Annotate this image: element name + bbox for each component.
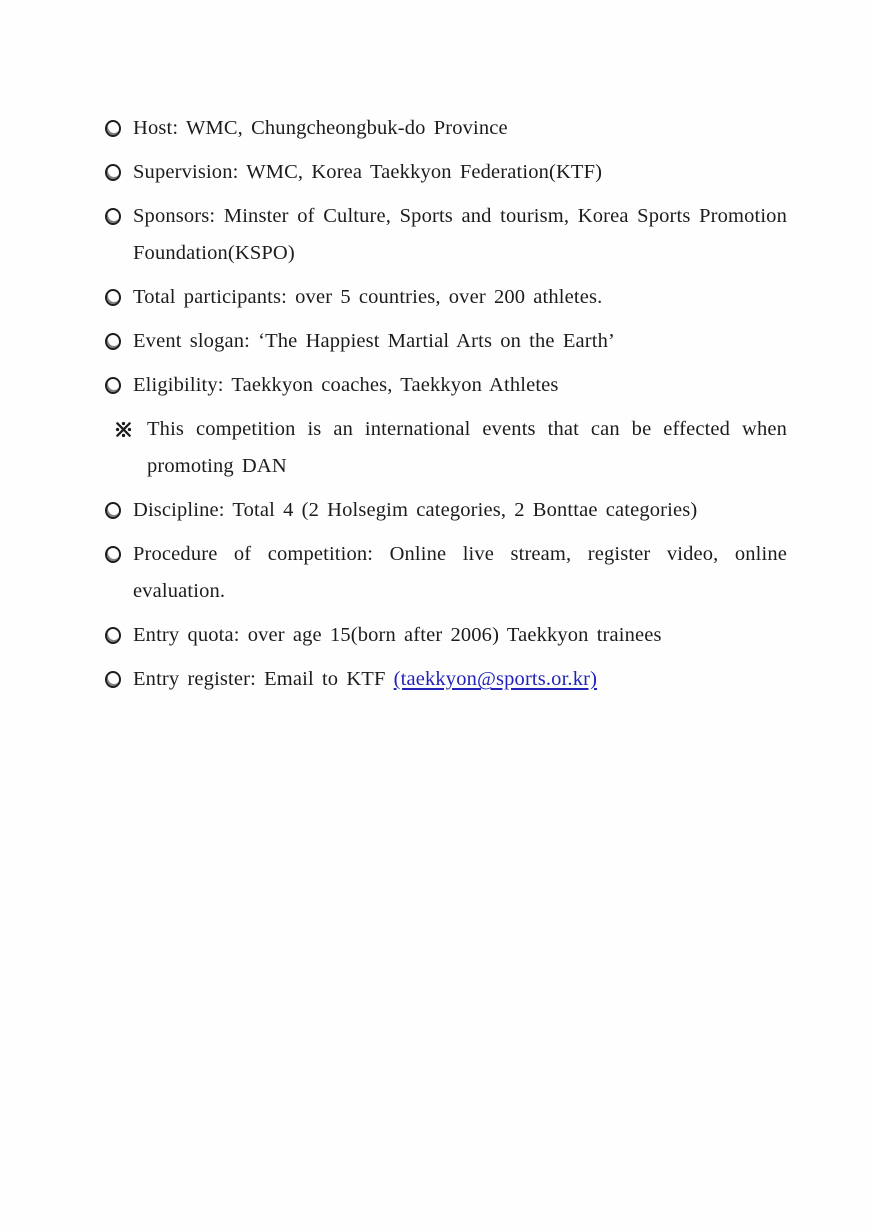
list-item-entry-quota [105, 617, 787, 654]
circle-bullet-icon [105, 367, 133, 404]
circle-bullet-icon [105, 323, 133, 360]
list-item-text: Discipline: Total 4 (2 Holsegim categories, 2 Bonttae categories) [133, 499, 698, 521]
list-item-sponsors [105, 198, 787, 272]
list-item-text: Eligibility: Taekkyon coaches, Taekkyon Athletes [133, 374, 559, 396]
circle-bullet-icon [105, 536, 133, 573]
circle-bullet-icon [105, 110, 133, 147]
reference-mark-icon [115, 411, 147, 448]
list-item-discipline [105, 492, 787, 529]
list-item-text: Procedure of competition: Online live stream, register video, online evaluation. [133, 543, 787, 602]
list-item-text: Supervision: WMC, Korea Taekkyon Federation(KTF) [133, 161, 603, 183]
list-item-text: Total participants: over 5 countries, over 200 athletes. [133, 286, 603, 308]
list-item-text: Host: WMC, Chungcheongbuk-do Province [133, 117, 508, 139]
list-item-text [133, 661, 787, 698]
list-item-host [105, 110, 787, 147]
list-item-procedure [105, 536, 787, 610]
list-item-eligibility [105, 367, 787, 404]
circle-bullet-icon [105, 154, 133, 191]
circle-bullet-icon [105, 198, 133, 235]
list-item-text: Event slogan: ‘The Happiest Martial Arts on the Earth’ [133, 330, 615, 352]
list-item-text: Entry quota: over age 15(born after 2006) Taekkyon trainees [133, 624, 662, 646]
list-item-entry-register [105, 661, 787, 698]
circle-bullet-icon [105, 279, 133, 316]
circle-bullet-icon [105, 661, 133, 698]
list-item-supervision [105, 154, 787, 191]
circle-bullet-icon [105, 617, 133, 654]
list-item-text: This competition is an international events that can be effected when promoting DAN [147, 418, 787, 477]
list-item-note [115, 411, 787, 485]
circle-bullet-icon [105, 492, 133, 529]
list-item-event-slogan [105, 323, 787, 360]
list-item-total-participants [105, 279, 787, 316]
entry-register-label: Entry register: Email to KTF [133, 668, 394, 690]
list-item-text: Sponsors: Minster of Culture, Sports and tourism, Korea Sports Promotion Foundation(KSPO) [133, 205, 787, 264]
email-link[interactable]: (taekkyon@sports.or.kr) [393, 668, 598, 690]
